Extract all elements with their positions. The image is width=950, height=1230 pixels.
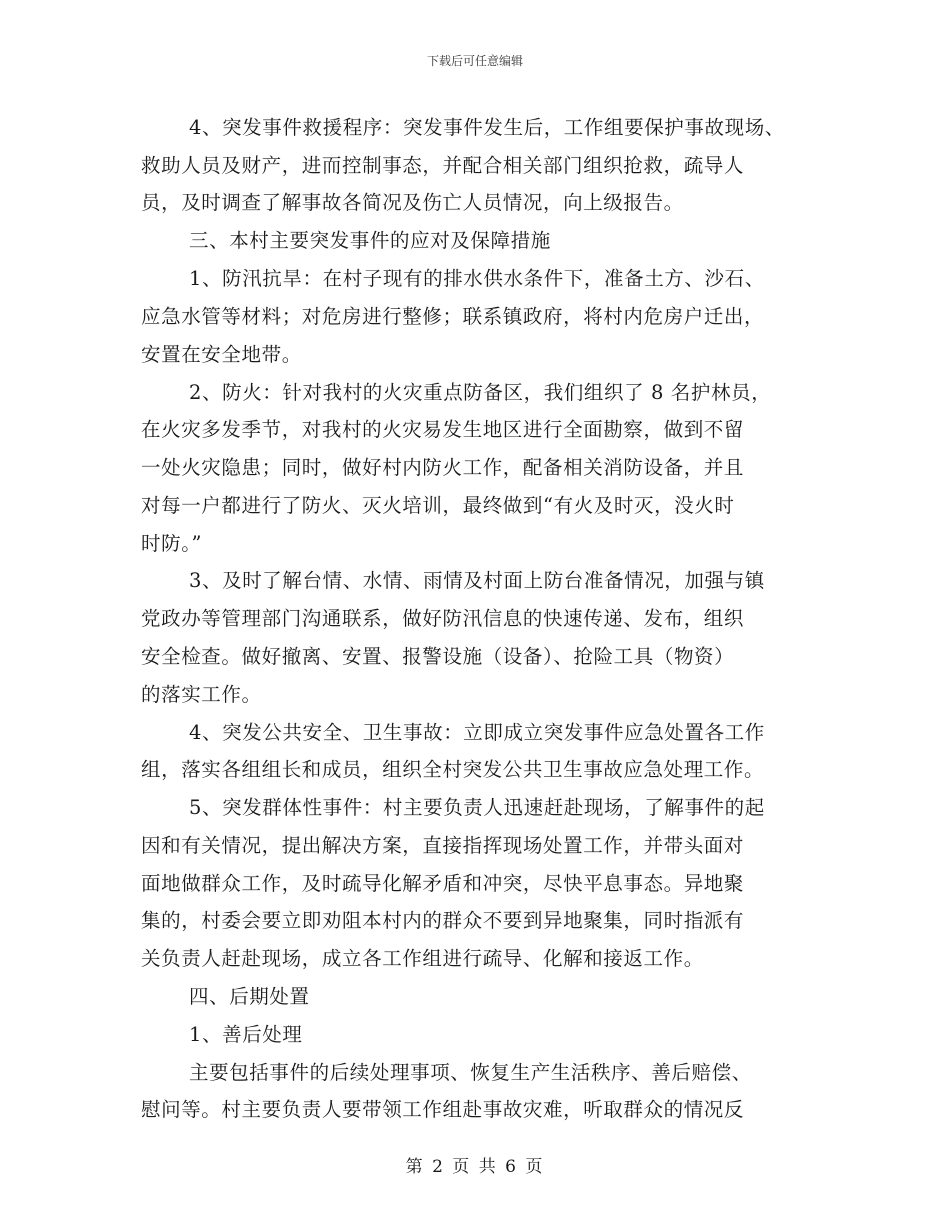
text-line: 2、防火：针对我村的火灾重点防备区，我们组织了 8 名护林员， xyxy=(189,381,772,404)
text-line: 党政办等管理部门沟通联系，做好防汛信息的快速传递、发布，组织 xyxy=(141,607,745,630)
text-line: 因和有关情况，提出解决方案，直接指挥现场处置工作，并带头面对 xyxy=(141,834,745,857)
text-line: 组，落实各组组长和成员，组织全村突发公共卫生事故应急处理工作。 xyxy=(141,758,765,781)
text-line: 应急水管等材料；对危房进行整修；联系镇政府，将村内危房户迁出， xyxy=(141,305,765,328)
text-line: 4、突发公共安全、卫生事故：立即成立突发事件应急处置各工作 xyxy=(189,721,765,744)
text-line: 1、防汛抗旱：在村子现有的排水供水条件下，准备土方、沙石、 xyxy=(189,267,765,290)
page-header-note: 下载后可任意编辑 xyxy=(426,54,523,68)
text-line: 对每一户都进行了防火、灭火培训，最终做到“有火及时灭，没火时 xyxy=(141,494,735,517)
page-number-footer: 第 2 页 共 6 页 xyxy=(405,1157,545,1177)
section-heading: 四、后期处置 xyxy=(189,985,310,1008)
text-line: 的落实工作。 xyxy=(141,683,262,706)
text-line: 一处火灾隐患；同时，做好村内防火工作，配备相关消防设备，并且 xyxy=(141,456,745,479)
text-line: 安全检查。做好撤离、安置、报警设施（设备）、抢险工具（物资） xyxy=(141,645,735,668)
text-line: 5、突发群体性事件：村主要负责人迅速赶赴现场，了解事件的起 xyxy=(189,796,765,819)
text-line: 时防。” xyxy=(141,532,203,555)
text-line: 集的，村委会要立即劝阻本村内的群众不要到异地聚集，同时指派有 xyxy=(141,909,745,932)
text-line: 3、及时了解台情、水情、雨情及村面上防台准备情况，加强与镇 xyxy=(189,569,765,592)
subsection-heading: 1、善后处理 xyxy=(189,1023,303,1046)
text-line: 安置在安全地带。 xyxy=(141,343,302,366)
text-line: 救助人员及财产，进而控制事态，并配合相关部门组织抢救，疏导人 xyxy=(141,154,745,177)
text-line: 主要包括事件的后续处理事项、恢复生产生活秩序、善后赔偿、 xyxy=(189,1061,752,1084)
text-line: 4、突发事件救援程序：突发事件发生后，工作组要保护事故现场、 xyxy=(189,116,785,139)
text-line: 在火灾多发季节，对我村的火灾易发生地区进行全面勘察，做到不留 xyxy=(141,418,745,441)
section-heading: 三、本村主要突发事件的应对及保障措施 xyxy=(189,229,551,252)
text-line: 员，及时调查了解事故各简况及伤亡人员情况，向上级报告。 xyxy=(141,191,684,214)
text-line: 面地做群众工作，及时疏导化解矛盾和冲突，尽快平息事态。异地聚 xyxy=(141,872,745,895)
text-line: 慰问等。村主要负责人要带领工作组赴事故灾难，听取群众的情况反 xyxy=(141,1098,745,1121)
text-line: 关负责人赶赴现场，成立各工作组进行疏导、化解和接返工作。 xyxy=(141,947,704,970)
